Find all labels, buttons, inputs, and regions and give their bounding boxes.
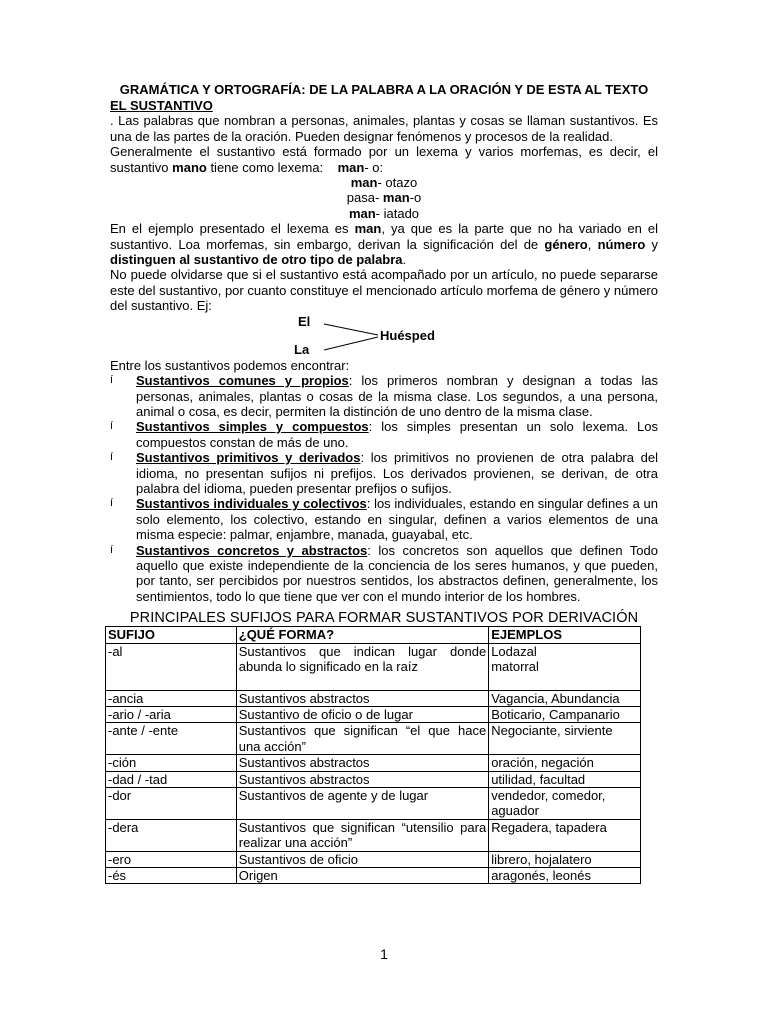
list-item: í Sustantivos simples y compuestos: los simples presentan un solo lexema. Los compuestos constan de más de uno. <box>110 419 659 450</box>
suffix-table-body <box>106 643 641 884</box>
table-row <box>106 690 641 706</box>
forma-cell: Sustantivos que indican lugar donde abunda lo significado en la raíz <box>236 643 488 690</box>
bullet-icon: í <box>110 420 114 433</box>
ejemplos-cell: Regadera, tapadera <box>489 819 641 851</box>
ejemplos-cell: aragonés, leonés <box>489 868 641 884</box>
forma-cell: Sustantivos abstractos <box>236 755 488 771</box>
sufijo-cell: -dad / -tad <box>106 771 237 787</box>
ejemplos-cell: Boticario, Campanario <box>489 707 641 723</box>
sustantivo-types-list <box>110 373 658 604</box>
bullet-icon: í <box>110 543 114 556</box>
bullet-icon: í <box>110 497 114 510</box>
ejemplos-cell: librero, hojalatero <box>489 851 641 867</box>
forma-cell: Sustantivos abstractos <box>236 690 488 706</box>
section-heading: EL SUSTANTIVO <box>110 98 213 113</box>
lexema-explanation-paragraph: En el ejemplo presentado el lexema es man, ya que es la parte que no ha variado en el sustantivo. Loa morfemas, sin embargo, derivan la significación del de género, número y distinguen al sustantivo de otro tipo de palabra. <box>110 221 658 268</box>
table-row <box>106 755 641 771</box>
forma-cell: Sustantivo de oficio o de lugar <box>236 707 488 723</box>
table-header-row <box>106 627 641 643</box>
diagram-connector-lines <box>322 320 382 352</box>
example-line-2: pasa- man-o <box>346 190 422 206</box>
forma-cell: Sustantivos de oficio <box>236 851 488 867</box>
ejemplos-cell: Vagancia, Abundancia <box>489 690 641 706</box>
sufijo-cell: -al <box>106 643 237 690</box>
table-row <box>106 643 641 690</box>
sufijo-cell: -ario / -aria <box>106 707 237 723</box>
bullet-icon: í <box>110 374 114 387</box>
sufijo-cell: -ero <box>106 851 237 867</box>
lexema-paragraph: Generalmente el sustantivo está formado por un lexema y varios morfemas, es decir, el sustantivo mano tiene como lexema: man- o: <box>110 144 658 175</box>
sufijo-cell: -dera <box>106 819 237 851</box>
intro-paragraph: . Las palabras que nombran a personas, animales, plantas y cosas se llaman sustantivos. Es una de las partes de la oración. Pueden designar fenómenos y procesos de la realidad. <box>110 113 658 144</box>
ejemplos-cell: vendedor, comedor, aguador <box>489 788 641 820</box>
table-row <box>106 788 641 820</box>
sufijo-cell: -ción <box>106 755 237 771</box>
table-row <box>106 868 641 884</box>
sufijo-cell: -és <box>106 868 237 884</box>
document-page <box>110 82 658 884</box>
header-que-forma: ¿QUÉ FORMA? <box>236 627 488 643</box>
diagram-el: El <box>298 313 311 329</box>
table-row <box>106 771 641 787</box>
sufijo-cell: -dor <box>106 788 237 820</box>
ejemplos-cell: oración, negación <box>489 755 641 771</box>
forma-cell: Sustantivos abstractos <box>236 771 488 787</box>
ejemplos-cell: utilidad, facultad <box>489 771 641 787</box>
forma-cell: Sustantivos de agente y de lugar <box>236 788 488 820</box>
list-item: í Sustantivos comunes y propios: los primeros nombran y designan a todas las personas, animales, plantas o cosas de la misma clase. Los segundos, a una persona, animal o cosa, es decir, permiten la distinción de uno dentro de la misma clase. <box>110 373 658 419</box>
forma-cell: Origen <box>236 868 488 884</box>
ejemplos-cell: Negociante, sirviente <box>489 723 641 755</box>
suffix-table <box>105 626 641 884</box>
list-item: í Sustantivos primitivos y derivados: los primitivos no provienen de otra palabra del idioma, no presentan sufijos ni prefijos. Los derivados provienen, se derivan, de otra palabra del idioma, pueden presentar prefijos o sufijos. <box>110 450 658 496</box>
ejemplos-cell: Lodazal matorral <box>489 643 641 690</box>
table-row <box>106 819 641 851</box>
header-sufijo: SUFIJO <box>106 627 237 643</box>
list-intro: Entre los sustantivos podemos encontrar: <box>110 357 350 373</box>
articulo-paragraph: No puede olvidarse que si el sustantivo está acompañado por un artículo, no puede separarse este del sustantivo, por cuanto constituye el mencionado artículo morfema de género y número del sustantivo. Ej: <box>110 267 658 314</box>
bullet-icon: í <box>110 451 114 464</box>
list-item: í Sustantivos concretos y abstractos: los concretos son aquellos que definen Todo aquello que existe independiente de la conciencia de los seres humanos, y que pueden, por tanto, ser percibidos por nuestros sentidos, los abstractos definen, generalmente, los sentimientos, todo lo que tiene que ver con el mundo interior de los hombres. <box>110 542 658 604</box>
sufijo-cell: -ante / -ente <box>106 723 237 755</box>
example-line-1: man- otazo <box>350 175 418 191</box>
sufijo-cell: -ancia <box>106 690 237 706</box>
document-title: GRAMÁTICA Y ORTOGRAFÍA: DE LA PALABRA A LA ORACIÓN Y DE ESTA AL TEXTO <box>119 82 649 97</box>
diagram-huesped: Huésped <box>380 327 435 343</box>
table-title: PRINCIPALES SUFIJOS PARA FORMAR SUSTANTIVOS POR DERIVACIÓN <box>129 610 639 627</box>
forma-cell: Sustantivos que significan “utensilio para realizar una acción” <box>236 819 488 851</box>
diagram-la: La <box>294 341 310 357</box>
list-item: í Sustantivos individuales y colectivos: los individuales, estando en singular defines a un solo elemento, los colectivo, estando en singular, definen a varios elementos de una misma especie: palmar, enjambre, manada, guayabal, etc. <box>110 496 659 543</box>
example-line-3: man- iatado <box>348 205 420 221</box>
table-row <box>106 851 641 867</box>
table-row <box>106 723 641 755</box>
header-ejemplos: EJEMPLOS <box>489 627 641 643</box>
article-diagram <box>110 314 658 358</box>
page-number: 1 <box>380 946 388 962</box>
forma-cell: Sustantivos que significan “el que hace una acción” <box>236 723 488 755</box>
table-row <box>106 707 641 723</box>
